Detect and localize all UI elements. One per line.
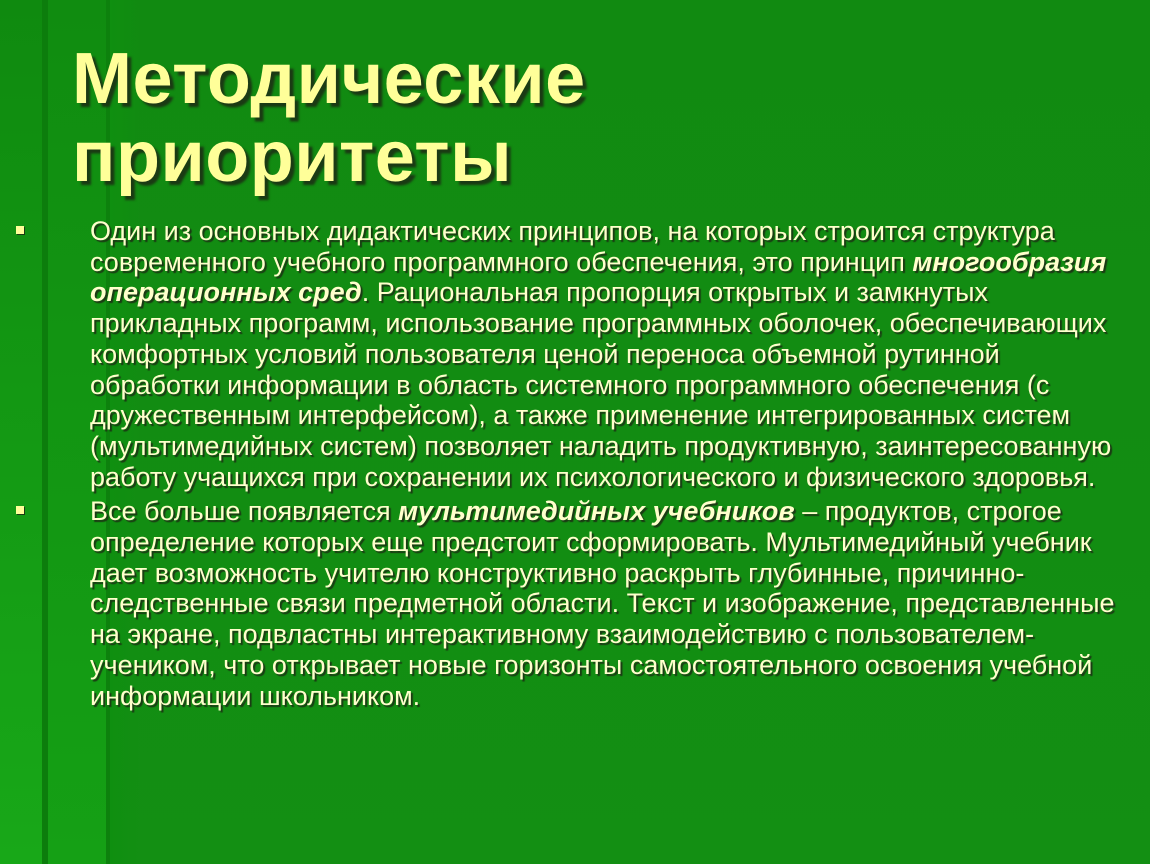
bullet-text-part: – продуктов, строгое определение которых еще предстоит сформировать. Мультимедийный учебник дает возможность учителю конструктивно раскрыть глубинные, причинно-следственные связи предметной области. Текст и изображение, представленные на экране, подвластны интерактивному взаимодействию с пользователем-учеником, что открывает новые горизонты самостоятельного освоения учебной информации школьником. [90, 496, 1115, 711]
bullet-text [90, 216, 1132, 492]
bullet-text-part: . Рациональная пропорция открытых и замкнутых прикладных программ, использование программных оболочек, обеспечивающих комфортных условий пользователя ценой переноса объемной рутинной обработки информации в область системного программного обеспечения (с дружественным интерфейсом), а также применение интегрированных систем (мультимедийных систем) позволяет наладить продуктивную, заинтересованную работу учащихся при сохранении их психологического и физического здоровья. [90, 277, 1112, 492]
bullet-emphasis: многообразия операционных сред [90, 246, 1107, 308]
slide-content [12, 216, 1132, 711]
bullet-text-part: Все больше появляется [90, 496, 399, 527]
bullet-emphasis: мультимедийных учебников [398, 496, 795, 527]
square-bullet-icon [16, 226, 24, 234]
slide-title: Методические приоритеты [72, 39, 586, 197]
bullet-text [90, 496, 1132, 711]
bullet-item [12, 496, 1132, 711]
bullet-item [12, 216, 1132, 492]
square-bullet-icon [16, 506, 24, 514]
bullet-text-part: Один из основных дидактических принципов, на которых строится структура современного учебного программного обеспечения, это принцип [90, 216, 1055, 277]
